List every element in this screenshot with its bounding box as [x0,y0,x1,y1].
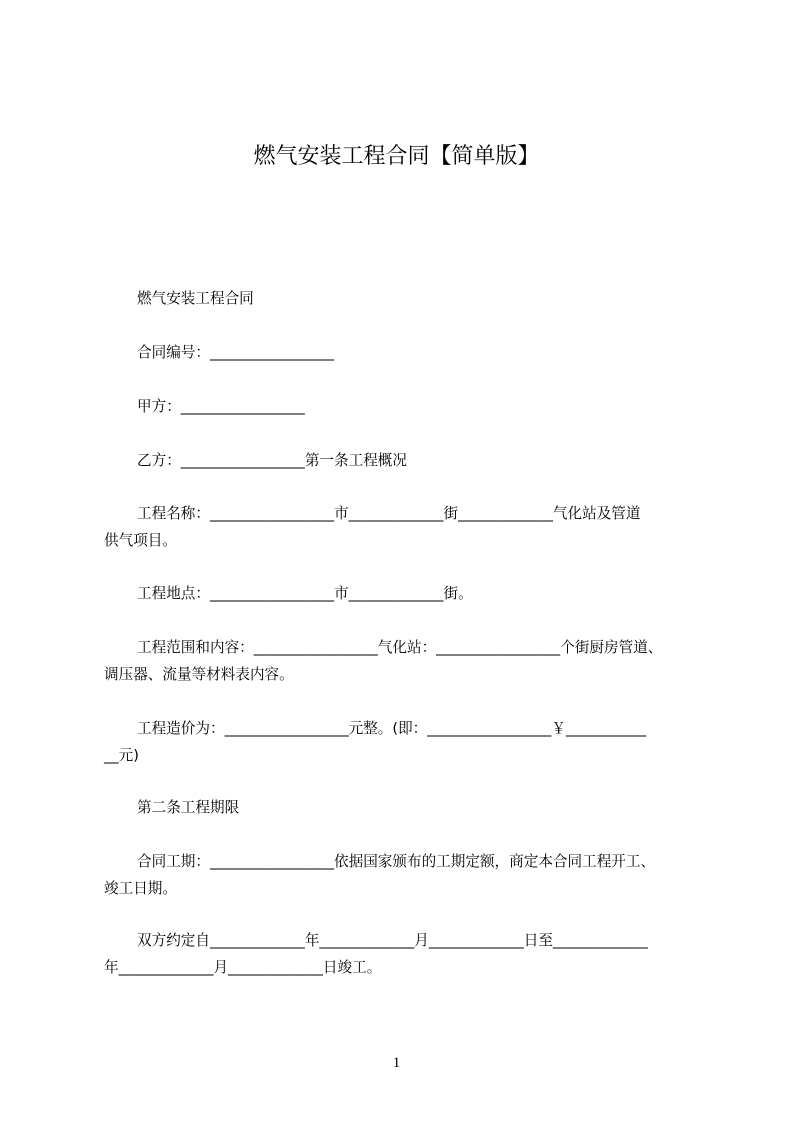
paragraph-line: 合同工期：_________________依据国家颁布的工期定额，商定本合同工程开工、 [137,853,656,870]
contract-paragraph [104,580,714,607]
paragraph-line: 工程范围和内容：_________________气化站：_________________个街厨房管道、 [137,639,663,656]
paragraph-line: 第二条工程期限 [137,799,240,816]
contract-paragraph [104,500,714,554]
contract-paragraph [104,634,714,688]
page-number: 1 [392,1055,401,1071]
contract-paragraph [104,285,714,312]
paragraph-line: 乙方：_________________第一条工程概况 [137,452,407,469]
contract-paragraph [104,393,714,420]
paragraph-line: 燃气安装工程合同 [137,290,254,307]
paragraph-line: 调压器、流量等材料表内容。 [104,666,294,683]
paragraph-line: 工程地点：_________________市_____________街。 [137,585,473,602]
paragraph-line: 年_____________月_____________日竣工。 [104,959,382,976]
contract-paragraph [104,715,714,769]
paragraph-line: 甲方：_________________ [137,398,305,415]
paragraph-line: 双方约定自_____________年_____________月_____________日至_____________ [137,932,648,949]
paragraph-line: 工程名称：_________________市_____________街_____________气化站及管道 [137,505,641,522]
document-title: 燃气安装工程合同【简单版】 [253,144,540,169]
contract-paragraph [104,339,714,366]
paragraph-line: 供气项目。 [104,532,177,549]
paragraph-line: __元) [104,747,139,764]
contract-paragraph [104,848,714,902]
paragraph-line: 竣工日期。 [104,880,177,897]
paragraph-line: 工程造价为：_________________元整。(即：_________________￥___________ [137,720,647,737]
contract-paragraph [104,447,714,474]
contract-paragraph [104,794,714,821]
contract-paragraph [104,927,714,981]
paragraph-line: 合同编号：_________________ [137,344,335,361]
